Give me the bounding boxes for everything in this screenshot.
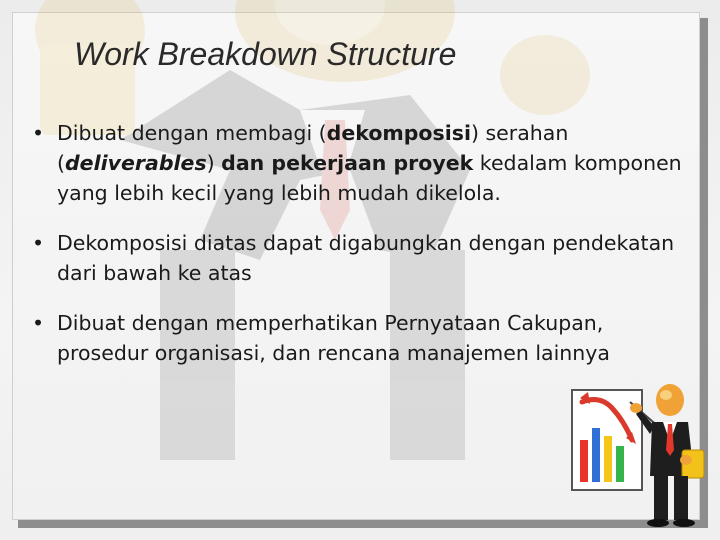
bullet-list [32, 118, 692, 388]
businessman-presenting-chart-icon [570, 380, 715, 530]
bullet-dot: • [32, 311, 45, 335]
bullet-item [32, 228, 692, 288]
bullet-item [32, 118, 692, 208]
bullet-item [32, 308, 692, 368]
bullet-dot: • [32, 121, 45, 145]
bullet-text: Dibuat dengan memperhatikan Pernyataan Cakupan, prosedur organisasi, dan rencana manajemen lainnya [57, 311, 610, 365]
slide-title: Work Breakdown Structure [74, 36, 457, 72]
bullet-text: Dekomposisi diatas dapat digabungkan dengan pendekatan dari bawah ke atas [57, 231, 675, 285]
bullet-dot: • [32, 231, 45, 255]
bullet-text: Dibuat dengan membagi (dekomposisi) serahan (deliverables) dan pekerjaan proyek kedalam komponen yang lebih kecil yang lebih mudah dikelola. [57, 121, 682, 205]
